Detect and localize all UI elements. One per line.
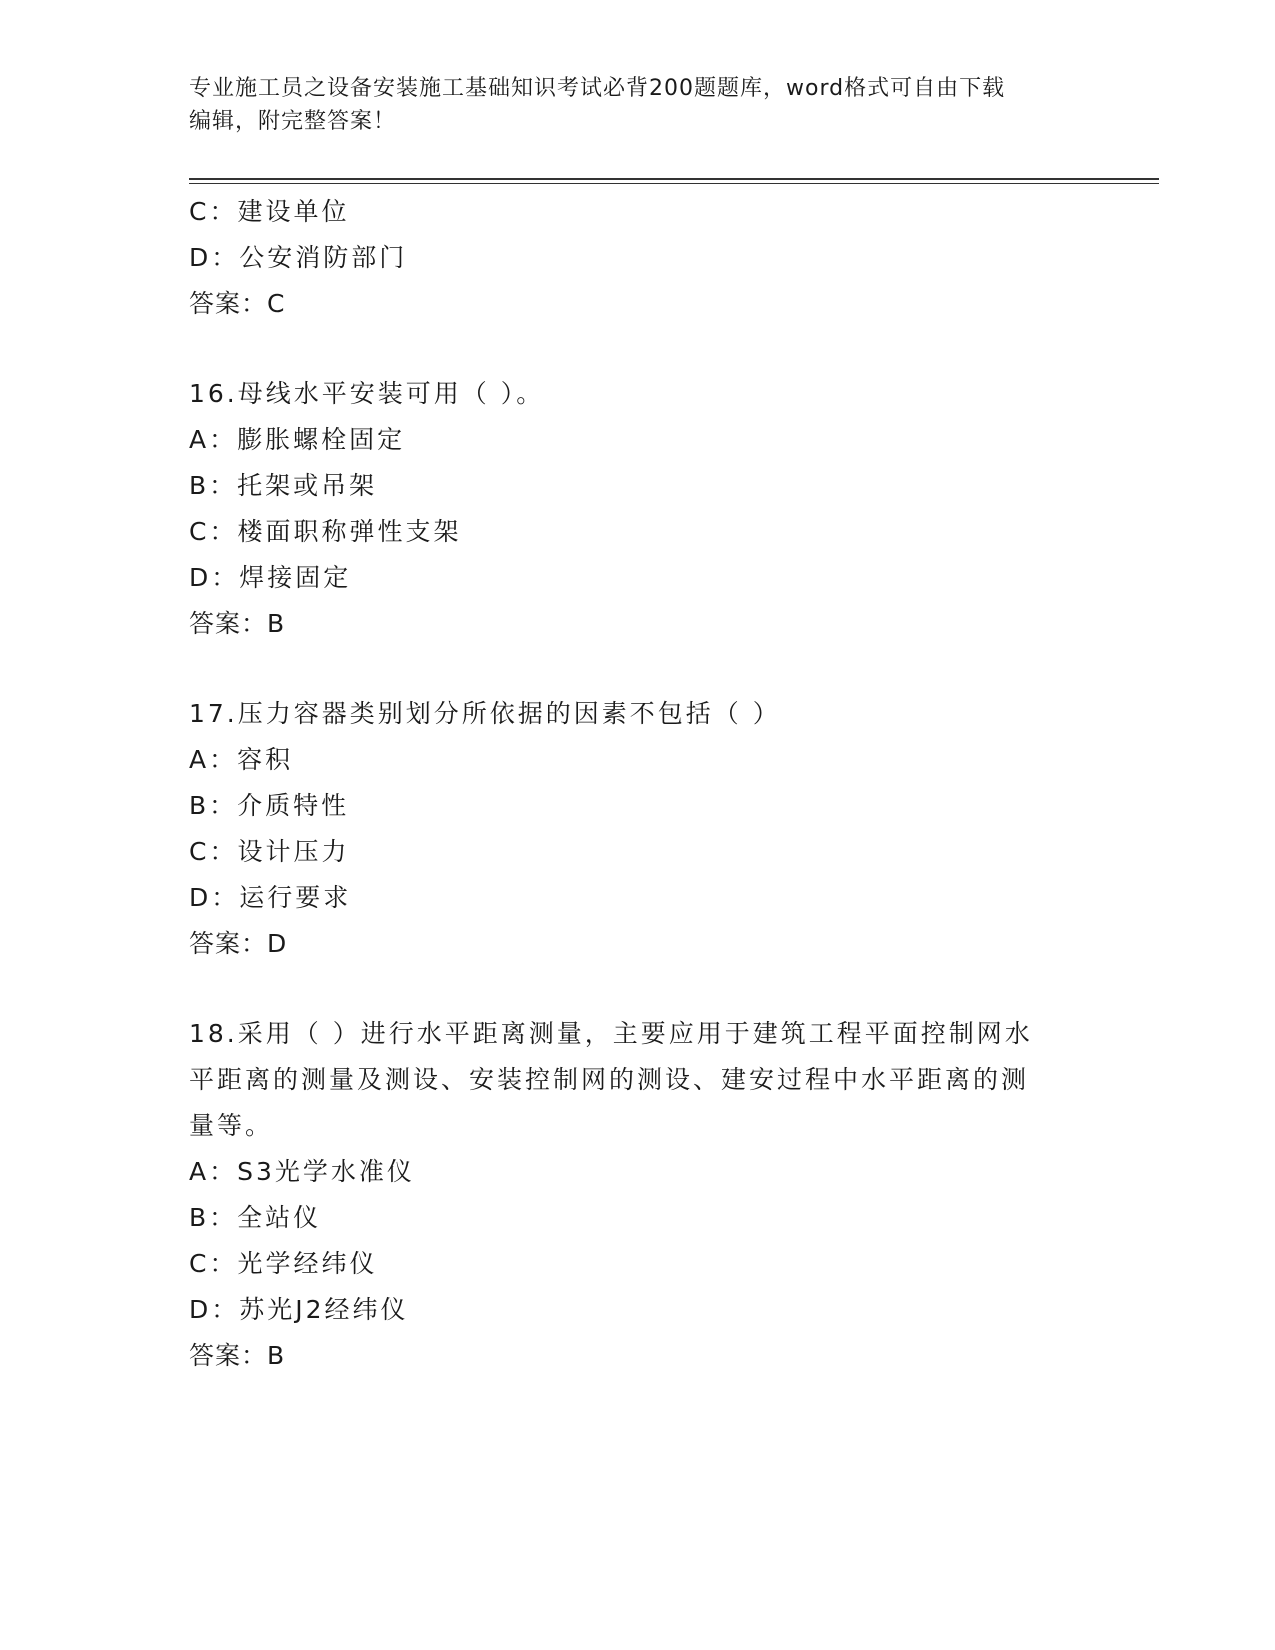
question-text-line-1: 18.采用（ ）进行水平距离测量，主要应用于建筑工程平面控制网水 xyxy=(189,1019,1033,1048)
option-c: C：建设单位 xyxy=(189,197,350,226)
question-list xyxy=(189,189,1069,1379)
option-d: D：焊接固定 xyxy=(189,563,352,592)
question-17 xyxy=(189,691,1069,967)
document-header xyxy=(189,72,1089,138)
option-b: B：托架或吊架 xyxy=(189,471,378,500)
option-b: B：介质特性 xyxy=(189,791,350,820)
question-text-line-2: 平距离的测量及测设、安装控制网的测设、建安过程中水平距离的测 xyxy=(189,1065,1030,1094)
answer: 答案：B xyxy=(189,609,286,638)
option-d: D：公安消防部门 xyxy=(189,243,408,272)
question-text-line-3: 量等。 xyxy=(189,1111,274,1140)
option-a: A：容积 xyxy=(189,745,294,774)
header-line-2: 编辑，附完整答案！ xyxy=(189,109,397,134)
header-line-1: 专业施工员之设备安装施工基础知识考试必背200题题库，word格式可自由下载 xyxy=(189,76,1006,101)
answer: 答案：B xyxy=(189,1341,286,1370)
option-c: C：楼面职称弹性支架 xyxy=(189,517,462,546)
answer: 答案：D xyxy=(189,929,288,958)
question-16 xyxy=(189,371,1069,647)
question-text: 16.母线水平安装可用（ ）。 xyxy=(189,379,545,408)
option-c: C：光学经纬仪 xyxy=(189,1249,378,1278)
question-18 xyxy=(189,1011,1069,1379)
question-text: 17.压力容器类别划分所依据的因素不包括（ ） xyxy=(189,699,781,728)
option-a: A：S3光学水准仪 xyxy=(189,1157,415,1186)
answer: 答案：C xyxy=(189,289,286,318)
question-15 xyxy=(189,189,1069,327)
option-d: D：运行要求 xyxy=(189,883,352,912)
option-b: B：全站仪 xyxy=(189,1203,322,1232)
header-divider xyxy=(189,178,1159,184)
option-c: C：设计压力 xyxy=(189,837,350,866)
option-a: A：膨胀螺栓固定 xyxy=(189,425,406,454)
option-d: D：苏光J2经纬仪 xyxy=(189,1295,409,1324)
